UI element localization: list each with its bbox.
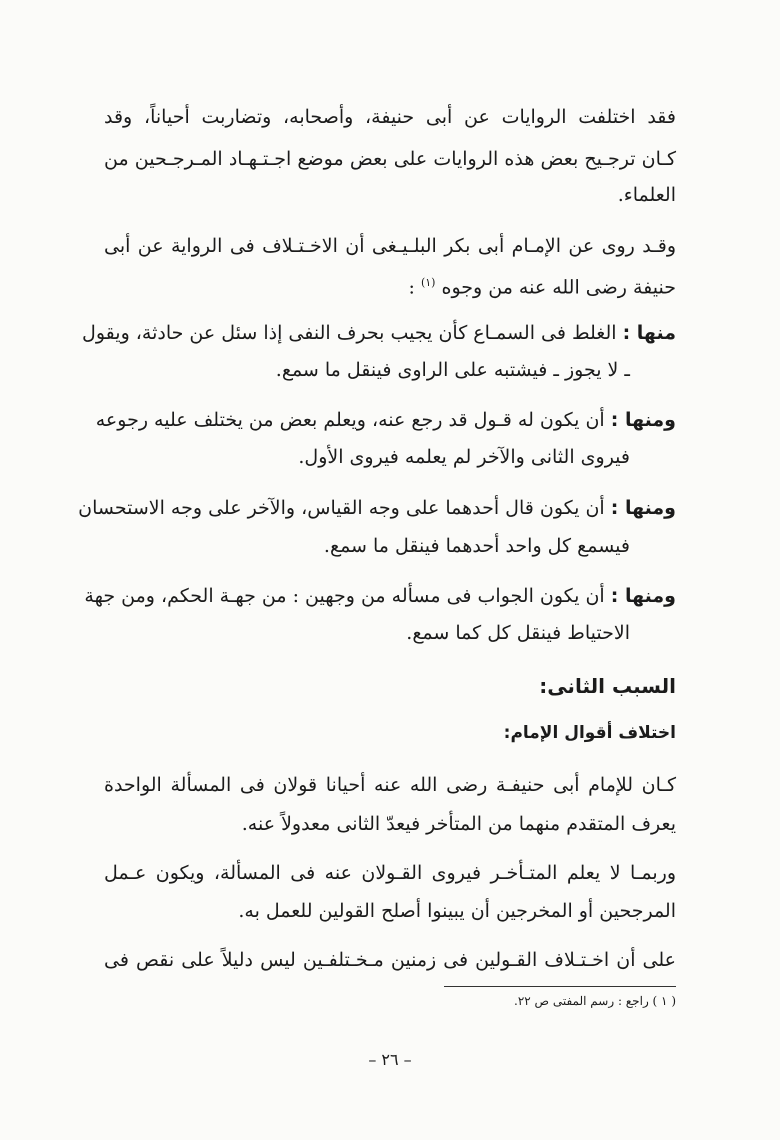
text-segment: أن يكون قال أحدهما على وجه القياس، والآخر على وجه الاستحسان	[78, 497, 605, 519]
text-line: وقـد روى عن الإمـام أبى بكر البلـيـغى أن الاخـتـلاف فى الرواية عن أبى	[104, 235, 676, 257]
subheading: اختلاف أقوال الإمام:	[503, 723, 676, 743]
item-first-line	[95, 407, 676, 433]
section-heading: السبب الثانى:	[539, 674, 676, 698]
text-line: الاحتياط فينقل كل كما سمع.	[406, 622, 630, 644]
text-line: فيروى الثانى والآخر لم يعلمه فيروى الأول.	[298, 446, 630, 468]
footnote-divider	[444, 986, 676, 987]
item-first-line	[82, 320, 676, 346]
text-line: على أن اخـتـلاف القـولين فى زمنين مـخـتلفـين ليس دليلاً على نقص فى	[104, 949, 676, 971]
text-line: فقد اختلفت الروايات عن أبى حنيفة، وأصحابه، وتضاربت أحياناً، وقد	[104, 106, 676, 128]
item-first-line	[78, 495, 676, 521]
text-line: فيسمع كل واحد أحدهما فينقل ما سمع.	[323, 535, 630, 557]
text-segment: أن يكون الجواب فى مسأله من وجهين : من جهـة الحكم، ومن جهة	[84, 585, 605, 607]
footnote: ( ١ ) راجع : رسم المفتى ص ٢٢.	[514, 994, 676, 1008]
text-line: المرجحين أو المخرجين أن يبينوا أصلح القولين للعمل به.	[238, 900, 676, 922]
item-label: ومنها :	[610, 585, 676, 607]
text-segment: حنيفة رضى الله عنه من وجوه	[441, 276, 676, 299]
footnote-reference: (١)	[420, 276, 436, 289]
text-line: كـان ترجـيح بعض هذه الروايات على بعض موضع اجـتـهـاد المـرجـحين من	[104, 148, 676, 170]
text-line: يعرف المتقدم منهما من المتأخر فيعدّ الثانى معدولاً عنه.	[241, 813, 676, 835]
text-line-with-ref	[104, 270, 676, 300]
text-segment: أن يكون له قـول قد رجع عنه، ويعلم بعض من يختلف عليه رجوعه	[95, 409, 605, 431]
item-label: ومنها :	[610, 409, 676, 431]
item-first-line	[84, 583, 676, 609]
text-line: كـان للإمام أبى حنيفـة رضى الله عنه أحيانا قولان فى المسألة الواحدة	[104, 774, 676, 796]
item-label: منها :	[622, 322, 676, 344]
text-line: وربمـا لا يعلم المتـأخـر فيروى القـولان عنه فى المسألة، ويكون عـمل	[104, 862, 676, 884]
text-line: ـ لا يجوز ـ فيشتبه على الراوى فينقل ما سمع.	[275, 359, 630, 381]
text-line: العلماء.	[617, 184, 676, 206]
item-label: ومنها :	[610, 497, 676, 519]
colon: :	[408, 276, 415, 299]
text-segment: الغلط فى السمـاع كأن يجيب بحرف النفى إذا سئل عن حادثة، ويقول	[82, 322, 617, 344]
page-number: – ٢٦ –	[368, 1050, 412, 1069]
